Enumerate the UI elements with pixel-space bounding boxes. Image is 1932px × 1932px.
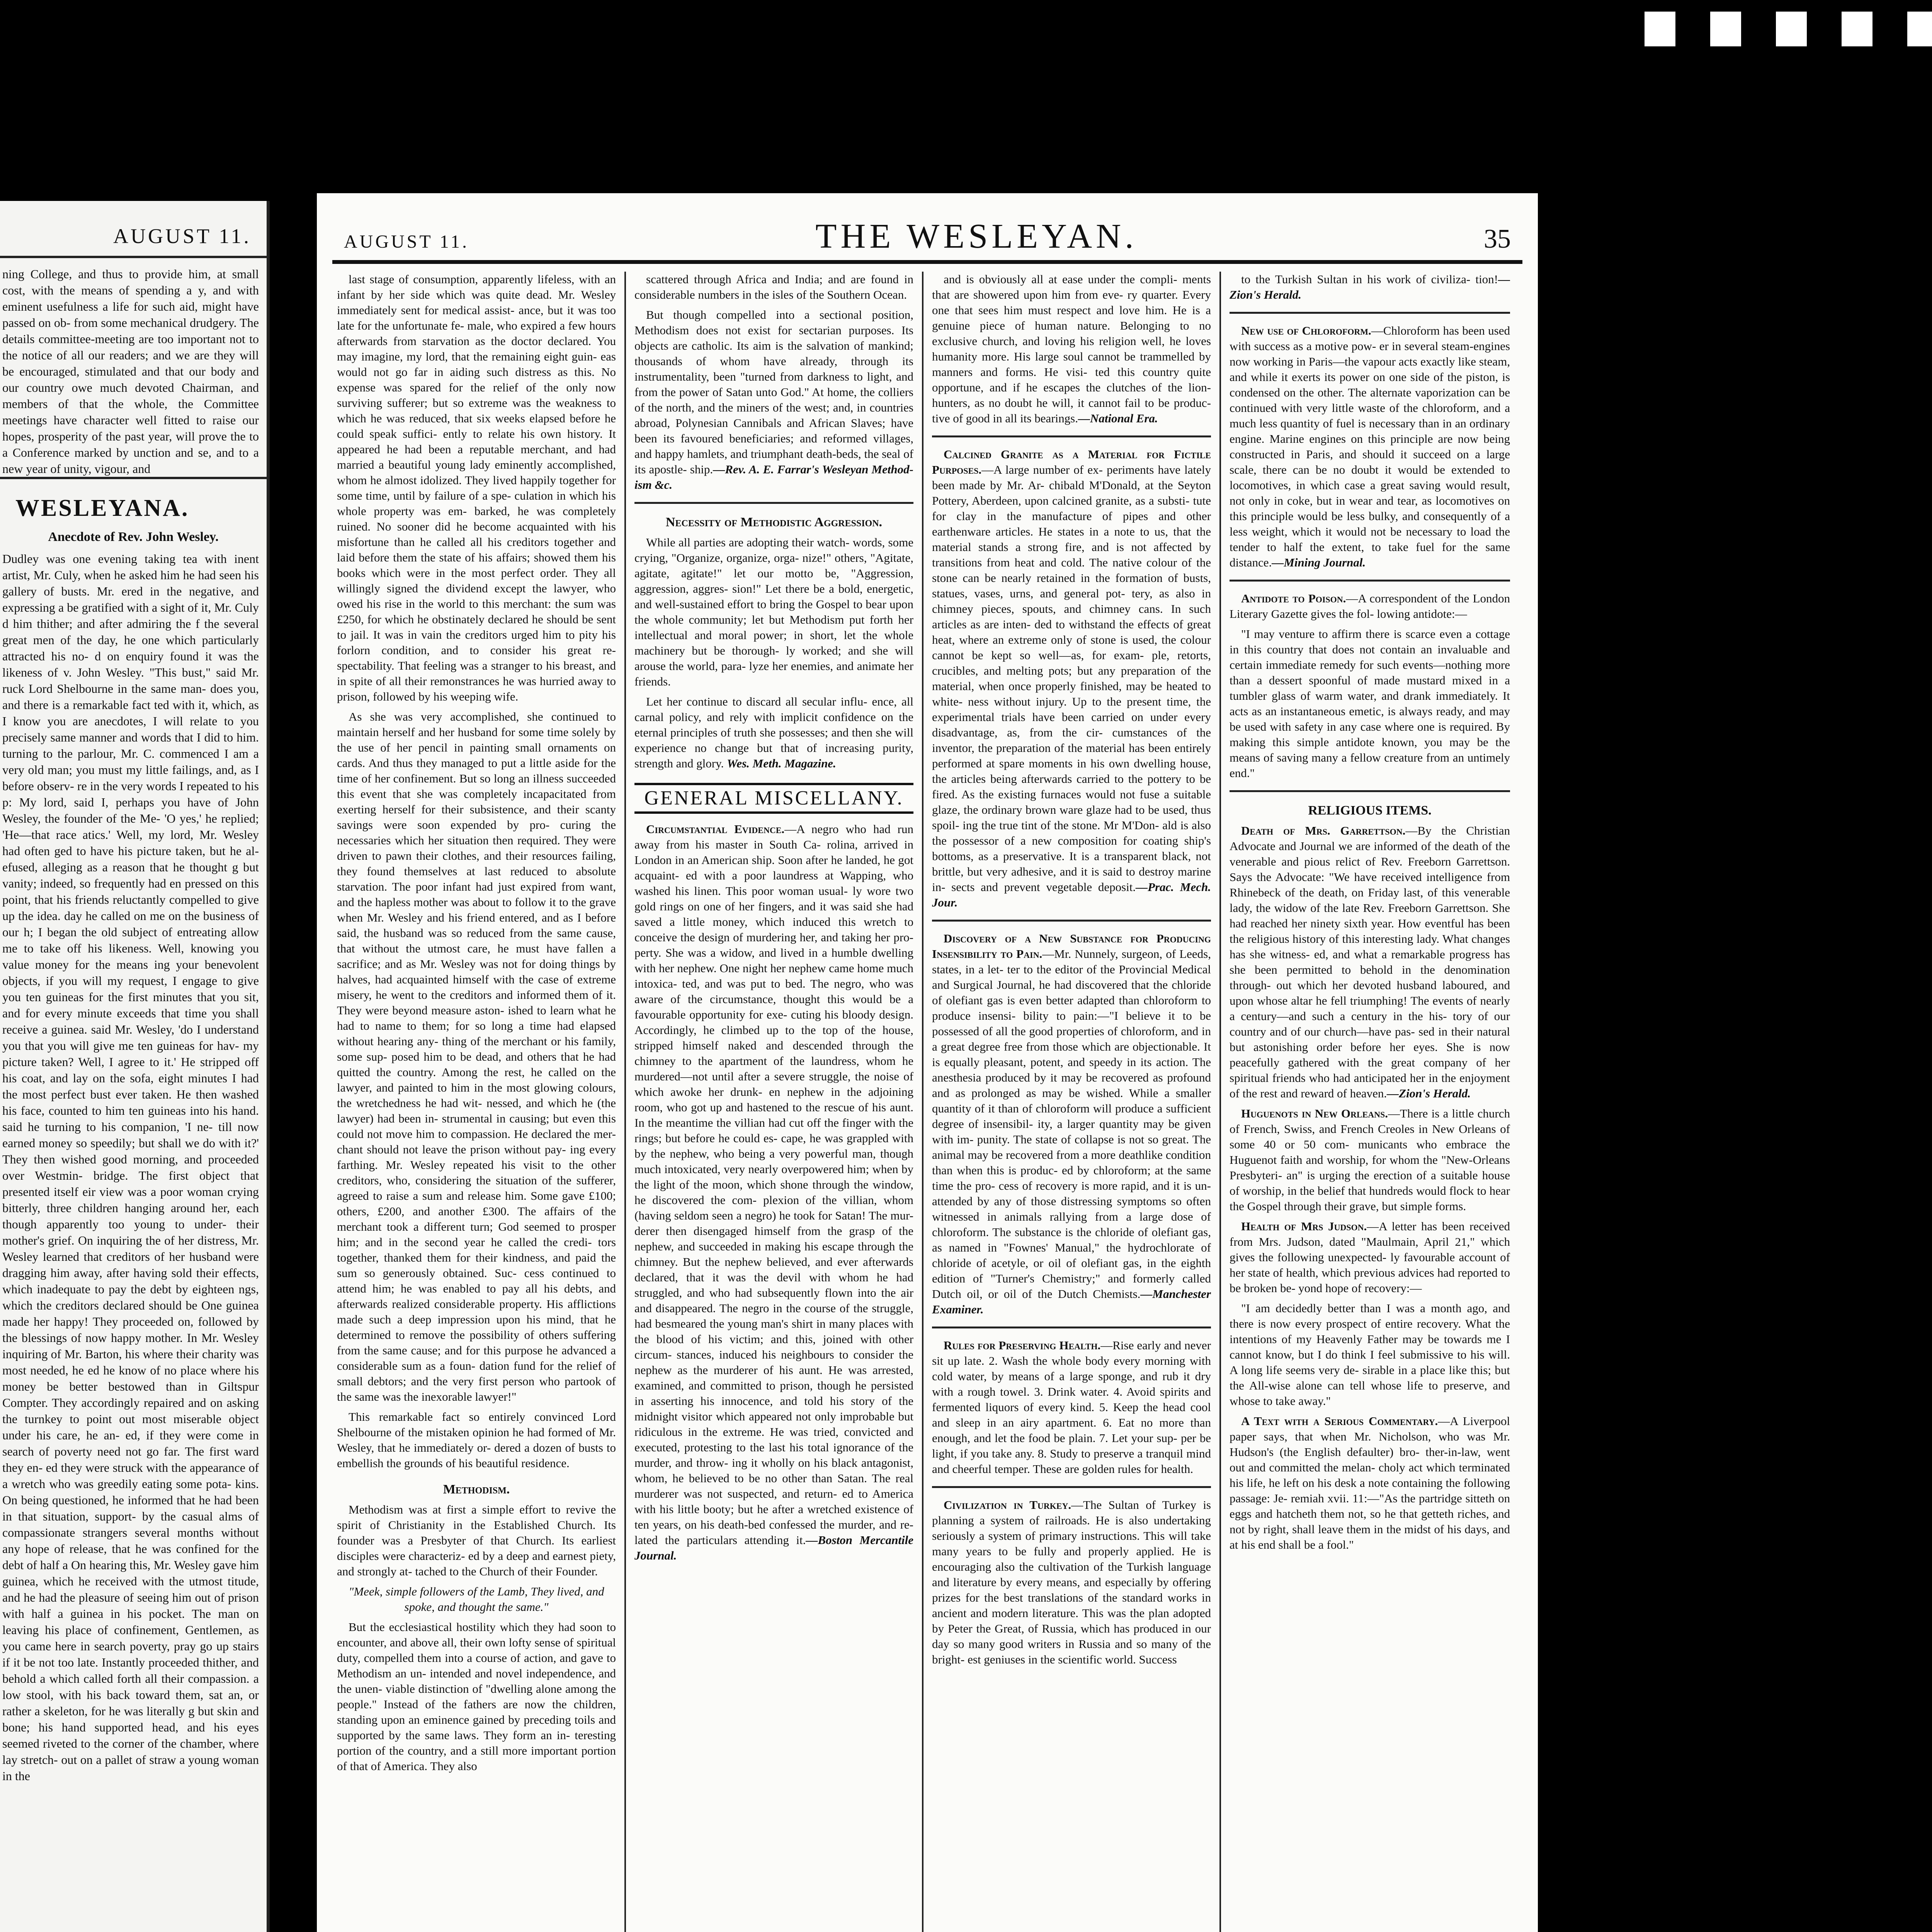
newspaper-page — [317, 193, 1538, 1932]
paragraph-text: —A negro who had run away from his master in South Ca- rolina, arrived in London in an American ship. Soon after he landed, he got acquaint- ed with a poor laundress at Wapping, who washed his linen. This poor woman usual- ly wore two gold rings on one of her fingers, and it was said she had saved a little money, which induced this wretch to conceive the design of murdering her, and taking her pro- perty. She was a widow, and lived in a humble dwelling with her nephew. One night her nephew came home much intoxica- ted, and was put to bed. The negro, who was aware of the circumstance, thought this would be a favourable opportunity for exe- cuting his bloody design. Accordingly, he climbed up to the top of the house, stripped himself naked and descended through the chimney to the apartment of the laundress, whom he murdered—not until after a severe struggle, the noise of which awoke her drunk- en nephew in the adjoining room, who got up and hastened to the rescue of his aunt. In the meantime the villian had cut off the finger with the rings; but before he could es- cape, he was grappled with by the nephew, who being a very powerful man, though much intoxicated, very nearly overpowered him; when by the light of the moon, which shone through the window, he discovered the com- plexion of the villian, whom (having seldom seen a negro) he took for Satan! The mur- derer then disengaged himself from the grasp of the nephew, and succeeded in making his escape through the chimney. But the nephew believed, and ever afterwards declared, that it was the devil with whom he had struggled, and who had subsequently flown into the air and disappeared. The negro in the course of the struggle, had besmeared the young man's shirt in many places with the blood of his victim; and this, joined with other circum- stances, induced his neighbours to consider the nephew as the murderer of his aunt. He was arrested, examined, and committed to prison, though he persisted in asserting his innocence, and told his story of the midnight visitor which appeared not only improbable but ridiculous in the extreme. He was tried, convicted and executed, protesting to the last his total ignorance of the murder, and throw- ing it wholly on his black antagonist, whom, he believed to be no other than Satan. The real murderer was not suspected, and return- ed to America with his little booty; but he after a wretched existence of ten years, on his death-bed confessed the murder, and re- lated the particulars attending it. — [634, 822, 913, 1547]
left-page-rule — [0, 477, 267, 479]
article-lead: Calcined Granite as a Material for Fictile Purposes. — [932, 447, 1211, 476]
article-lead: Death of Mrs. Garrettson. — [1241, 824, 1406, 837]
left-page-article-title: Anecdote of Rev. John Wesley. — [48, 530, 219, 544]
masthead — [317, 193, 1538, 260]
paragraph-text: —Chloroform has been used with success as a motive pow- er in several steam-engines now working in Paris—the vapour acts exactly like steam, and while it exerts its power on one side of the piston, is condensed on the other. The alternate vaporization can be continued with very little waste of the chloroform, and a much less quantity of fuel is necessary than in an ordinary engine. Marine engines on this principle are now being constructed in Paris, and should it succeed on a large scale, there can be no doubt it would be extended to locomotives, in which case a great saving would result, not only in coke, but in wear and tear, as locomotives on this principle would be less bulky, and consequently of a less weight, which it would not be necessary to load the tender to half the extent, to take fuel for the same distance. — [1230, 324, 1510, 569]
paragraph-text: —There is a little church of French, Swiss, and French Creoles in New Orleans of some 40 or 50 com- municants who embrace the Huguenot faith and worship, for whom the "New-Orleans Presbyteri- an" is urging the erection of a suitable house of worship, in the belief that hundreds would flock to hear the Gospel through their grave, but simple forms. — [1230, 1107, 1510, 1213]
paragraph: As she was very accomplished, she continued to maintain herself and her husband for some time solely by the use of her pencil in painting small ornaments on cards. And thus they managed to put a little aside for the time of her confinement. But so long an illness succeeded this event that she was completely incapacitated from exerting herself for their subsistence, and their scanty savings were soon expended by pro- curing the necessaries which her situation then required. They were driven to pawn their clothes, and their resources failing, they found themselves at last reduced to absolute starvation. The poor infant had just expired from want, and the hapless mother was about to follow it to the grave when Mr. Wesley and his friend entered, and as I before said, the husband was so reduced from the same cause, that without the utmost care, he must have fallen a sacrifice; and as Mr. Wesley was not for doing things by halves, had acquainted himself with the case of extreme misery, he went to the creditors and informed them of it. They were beyond measure aston- ished to learn what he had to name to them; for so long a time had elapsed without hearing any- thing of the merchant or his family, some sup- posed him to be dead, and others that he had quitted the country. Among the rest, he called on the lawyer, and painted to him in the most glowing colours, the wretchedness he had wit- nessed, and which he (the lawyer) had been in- strumental in causing; but even this could not move him to compassion. He declared the mer- chant should not leave the prison without pay- ing every farthing. Mr. Wesley repeated his visit to the other creditors, who, considering the situation of the sufferer, agreed to raise a sum and release him. Some gave £100; others, £200, and another £300. The affairs of the merchant took a different turn; God seemed to prosper him; and in the second year he called the credi- tors together, thanked them for their kindness, and paid the sum so generously obtained. Suc- cess continued to attend him; he was enabled to pay all his debts, and afterwards realized considerable property. His afflictions made such a deep impression upon his mind, that he determined to remove the possibility of others suffering from the same cause; and for this purpose he advanced a considerable sum as a foun- dation fund for the relief of small debtors; and the very first person who partook of the same was the inexorable lawyer!" — [337, 710, 616, 1403]
divider — [1230, 580, 1510, 582]
paragraph-text: —The Sultan of Turkey is planning a system of railroads. He is also undertaking seriously a system of primary instructions. This will take many years to be fully and properly applied. He is encouraging also the cultivation of the Turkish language and literature by every means, and especially by offering prizes for the best translations of the standard works in ancient and modern literature. This was the plan adopted by Peter the Great, of Russia, which has produced in our day so many good writers in Russia and so many of the bright- est geniuses in the scientific world. Success — [932, 1498, 1211, 1666]
divider — [1230, 312, 1510, 314]
scan-mark — [1645, 12, 1675, 46]
paragraph: While all parties are adopting their watch- words, some crying, "Organize, organize, orga- nize!" others, "Agitate, agitate, agitate!" let our motto be, "Aggression, aggression, aggres- sion!" Let there be a bold, energetic, and well-sustained effort to bring the Gospel to bear upon the whole community; let but Methodism put forth her intellectual and moral power; in short, let the whole machinery but be thorough- ly worked; and she will arouse the world, para- lyze her enemies, and animate her friends. — [634, 536, 913, 688]
paragraph: "I may venture to affirm there is scarce even a cottage in this country that does not contain an invaluable and certain immediate remedy for such events—nothing more than a dessert spoonful of made mustard mixed in a tumbler glass of warm water, and drank immediately. It acts as an instantaneous emetic, is always ready, and may be used with safety in any case where one is required. By making this simple antidote known, you may be the means of saving many a fellow creature from an untimely end." — [1230, 627, 1510, 780]
paragraph: scattered through Africa and India; and are found in considerable numbers in the isles of the Southern Ocean. — [634, 272, 913, 301]
paragraph-text: —A letter has been received from Mrs. Judson, dated "Maulmain, April 21," which gives the following unexpected- ly favourable account of her state of health, which previous advices had reported to be broken be- yond hope of recovery:— — [1230, 1219, 1510, 1295]
source-credit: —Manchester Examiner. — [932, 1287, 1211, 1316]
paragraph — [932, 931, 1211, 1317]
article-lead: Health of Mrs Judson. — [1241, 1219, 1367, 1233]
source-credit: —Boston Mercantile Journal. — [634, 1533, 913, 1562]
paragraph: Methodism was at first a simple effort to revive the spirit of Christianity in the Established Church. Its founder was a Presbyter of that Church. Its earliest disciples were characteriz- ed by a deep and earnest piety, and strongly at- tached to the Church of their Founder. — [337, 1503, 616, 1578]
divider — [932, 1327, 1211, 1328]
masthead-title: THE WESLEYAN. — [815, 217, 1138, 255]
paragraph — [932, 1497, 1211, 1667]
source-credit: —Zion's Herald. — [1230, 272, 1510, 301]
source-credit: Wes. Meth. Magazine. — [727, 757, 836, 770]
article-heading: RELIGIOUS ITEMS. — [1308, 803, 1432, 818]
divider — [932, 1486, 1211, 1488]
masthead-date: AUGUST 11. — [344, 231, 469, 252]
scan-header-marks — [1552, 12, 1932, 58]
paragraph — [1230, 1413, 1510, 1553]
source-credit: —National Era. — [1078, 412, 1158, 425]
article-lead: A Text with a Serious Commentary. — [1241, 1414, 1438, 1428]
divider — [932, 435, 1211, 437]
column-2 — [626, 272, 923, 1932]
paragraph — [634, 694, 913, 771]
column-3 — [923, 272, 1221, 1932]
divider — [932, 920, 1211, 922]
article-lead: Discovery of a New Substance for Producing Insensibility to Pain. — [932, 932, 1211, 961]
paragraph — [932, 272, 1211, 426]
paragraph: But the ecclesiastical hostility which they had soon to encounter, and above all, their own lofty sense of spiritual duty, compelled them into a course of action, and gave to Methodism an un- intended and novel independence, and the unen- viable distinction of "dwelling alone among the people." Instead of the fathers are now the children, standing upon an eminence gained by preceding toils and supported by the same laws. They form an in- teresting portion of the country, and a still more important portion of that of America. They also — [337, 1620, 616, 1773]
paragraph: "I am decidedly better than I was a month ago, and there is now every prospect of entire recovery. What the intentions of my Heavenly Father may be towards me I cannot know, but I do think I feel submissive to his will. A long life seems very de- sirable in a place like this; but the All-wise alone can tell whose life to preserve, and whose to take away." — [1230, 1301, 1510, 1408]
paragraph-text: —Mr. Nunnely, surgeon, of Leeds, states, in a let- ter to the editor of the Provincial Medical and Surgical Journal, he had discovered that the chloride of olefiant gas is even better adapted than chloroform to produce insensi- bility to pain:—"I believe it to be possessed of all the good properties of chloroform, and in a great degree free from those which are objectionable. It is equally pleasant, potent, and speedy in its action. The anesthesia produced by it may be recovered as profound and as prolonged as may be wished. While a smaller quantity of it than of chloroform will produce a sufficient degree of insensibil- ity, a larger quantity may be given with im- punity. The state of collapse is not so great. The animal may be recovered from a more deathlike condition than when this is produc- ed by chloroform; at the same time the pro- cess of recovery is more rapid, and it is un- attended by any of those distressing symptoms so often witnessed in animals rallying from a large dose of chloroform. The substance is the chloride of olefiant gas, as named in "Fownes' Manual," the hydrochlorate of chloride of acetyle, or oil of olefiant gas, in the eighth edition of "Turner's Chemistry;" and formerly called Dutch oil, or oil of the Dutch Chemists. — [932, 947, 1211, 1301]
paragraph-text: Let her continue to discard all secular influ- ence, all carnal policy, and rely with implicit confidence on the eternal principles of truth she possesses; and then she will experience no change but that of increasing purity, strength and glory. — [634, 695, 913, 770]
verse: "Meek, simple followers of the Lamb, They lived, and spoke, and thought the same." — [349, 1585, 604, 1614]
section-heading: GENERAL MISCELLANY. — [634, 783, 913, 814]
left-page-rule — [0, 256, 267, 258]
page-number: 35 — [1483, 224, 1511, 254]
column-1 — [328, 272, 626, 1932]
paragraph — [634, 821, 913, 1563]
paragraph — [1230, 591, 1510, 622]
paragraph-text: —A correspondent of the London Literary Gazette gives the fol- lowing antidote:— — [1230, 592, 1510, 621]
columns — [317, 264, 1538, 1932]
paragraph — [1230, 1219, 1510, 1296]
paragraph-text: to the Turkish Sultan in his work of civiliza- tion! — [1241, 272, 1498, 286]
source-credit: —Mining Journal. — [1272, 556, 1366, 569]
paragraph — [1230, 823, 1510, 1101]
paragraph: This remarkable fact so entirely convinced Lord Shelbourne of the mistaken opinion he had formed of Mr. Wesley, that he immediately or- dered a dozen of busts to embellish the grounds of his beautiful residence. — [337, 1410, 616, 1470]
left-page-top-text: ning College, and thus to provide him, at small cost, with the means of spending a y, and with eminent usefulness a life for such aid, might have passed on ob- from some mechanical drudgery. The details committee-meeting are too important not to the notice of all our readers; and we are they will be encouraged, stimulated and that our body and our country owe much devoted Chairman, and members of that the whole, the Committee meetings have character well fitted to raise our hopes, prosperity of the past year, will prove the to a Conference marked by unction and se, and to a new year of unity, vigour, and — [2, 267, 262, 476]
paragraph-text: —A Liverpool paper says, that when Mr. Nicholson, who was Mr. Hudson's (the English defaulter) bro- ther-in-law, went out and committed the melan- choly act which terminated his life, he left on his desk a note containing the following passage: Je- remiah xvii. 11:—"As the partridge sitteth on eggs and hatcheth them not, so he that getteth riches, and not by right, shall leave them in the midst of his days, and at his end shall be a fool." — [1230, 1414, 1510, 1551]
scan-mark — [1907, 12, 1932, 46]
scan-mark — [1710, 12, 1741, 46]
article-lead: Civilization in Turkey. — [944, 1498, 1071, 1512]
paragraph-text: —By the Christian Advocate and Journal we are informed of the death of the venerable and pious relict of Rev. Freeborn Garrettson. Says the Advocate: "We have received intelligence from Rhinebeck of the death, on Friday last, of this venerable lady, the widow of the late Rev. Freeborn Garrettson. She had reached her ninety sixth year. How eventful has been the religious history of this interesting lady. What changes has she witness- ed, and what a remarkable progress has she been permitted to behold in the denomination through- out which her devoted husband laboured, and upon whose altar he fell triumphing! The events of nearly a century—and such a century in the his- tory of our country and of our church—have pas- sed in their natural but astonishing order before her eyes. She is now peacefully gathered with the great company of her spiritual friends who had anticipated her in the enjoyment of the rest and reward of heaven. — [1230, 824, 1510, 1100]
divider — [1230, 790, 1510, 792]
article-heading: Necessity of Methodistic Aggression. — [665, 515, 883, 529]
left-partial-page — [0, 201, 270, 1932]
paragraph: last stage of consumption, apparently lifeless, with an infant by her side which was quite dead. Mr. Wesley immediately sent for medical assist- ance, but it was too late for the unfortunate fe- male, who expired a few hours afterwards from starvation as the doctor declared. You may imagine, my lord, that the remaining eight guin- eas would not go far in aiding such distress as this. No expense was spared for the relief of the only now surviving sufferer; but so extreme was the weakness to which he was reduced, that six weeks elapsed before he could speak suffici- ently to relate his own history. It appeared he had been a reputable merchant, and had married a beautiful young lady eminently accomplished, whom he almost idolized. They lived happily together for some time, until by failure of a spe- culation in which his whole property was em- barked, he was completely ruined. No sooner did he become acquainted with his misfortune than he called all his creditors together and laid before them the state of his affairs; showed them his books which were in the most perfect order. They all willingly signed the dividend except the lawyer, who owed his rise in the world to this merchant: the sum was £250, for which he obstinately declared he should be sent to jail. It was in vain the creditors urged him to pity his forlorn condition, and to consider his great re- spectability. That feeling was a stranger to his breast, and in spite of all their remonstrances he was hurried away to prison, followed by his weeping wife. — [337, 272, 616, 703]
paragraph — [932, 447, 1211, 910]
article-lead: Antidote to Poison. — [1241, 592, 1346, 605]
divider — [634, 502, 913, 504]
scan-mark — [1842, 12, 1872, 46]
masthead-rule — [332, 260, 1522, 264]
source-credit: —Rev. A. E. Farrar's Wesleyan Method- ism &c. — [634, 463, 913, 492]
left-page-body-text: Dudley was one evening taking tea with inent artist, Mr. Culy, when he asked him he had seen his gallery of busts. Mr. ered in the negative, and expressing a be gratified with a sight of it, Mr. Culy d him thither; and after admiring the f the several great men of the day, he one which particularly attracted his no- d on enquiry found it was the likeness of v. John Wesley. "This bust," said Mr. ruck Lord Shelbourne in the same man- does you, and there is a remarkable fact ted with it, which, as I know you are anecdotes, I will relate to you precisely same manner and words that I did to him. turning to the parlour, Mr. C. commenced I am a very old man; you must my little failings, and, as I before observ- re in the very words I repeated to his p: My lord, said I, perhaps you have of John Wesley, the founder of the Me- 'O yes,' he replied; 'He—that race atics.' Well, my lord, Mr. Wesley had often ged to have his picture taken, but he al- efused, alleging as a reason that he thought g but vanity; indeed, so frequently had en pressed on this point, that his friends reluctantly compelled to give up the idea. day he called on me on the business of our h; I began the old subject of entreating allow me to take off his likeness. Well, knowing you value money for the means ing your benevolent objects, if you will my request, I engage to give you ten guineas for the first minutes that you sit, and for every minute exceeds that time you shall receive a guinea. said Mr. Wesley, 'do I understand you that you will give me ten guineas for hav- my picture taken? Well, I agree to it.' He stripped off his coat, and lay on the sofa, eight minutes I had the most perfect bust ever taken. He then washed his face, counted to him ten guineas into his hand. said he turning to his companion, 'I ne- till now earned money so speedily; but shall we do with it?' They then wished good morning, and proceeded over Westmin- bridge. The first object that presented itself eir view was a poor woman crying bitterly, three children hanging around her, each though apparently too young to under- their mother's grief. On inquiring the of her distress, Mr. Wesley learned that creditors of her husband were dragging him away, after having sold their effects, which inadequate to pay the debt by eighteen ngs, which the creditors declared should be One guinea made her happy! They proceeded on, followed by the blessings of now happy mother. In Mr. Wesley inquiring of Mr. Barton, his where their charity was most needed, he ed he know of no place where his money be better bestowed than in Giltspur Compter. They accordingly repaired and on asking the turnkey to point out most miserable object under his care, he an- ed, if they were come in search of poverty need not go far. The first ward they en- ed they were struck with the appearance of a wretch who was greedily eating some pota- kins. On being questioned, he informed that he had been in that situation, support- by the casual alms of compassionate strangers several months without any hope of release, that he was confined for the debt of half a On hearing this, Mr. Wesley gave him guinea, which he received with the utmost titude, and he had the pleasure of seeing him out of prison with half a guinea in his pocket. The man on leaving his place of confinement, Gentlemen, as you came here in search poverty, pray go up stairs if it be not too late. Instantly proceeded thither, and behold a which called forth all their compassion. a low stool, with his back toward them, sat an, or rather a skeleton, for he was literally g but skin and bone; his hand supported head, and his eyes seemed riveted to the corner of the chamber, where lay stretch- out on a pallet of straw a young woman in the — [2, 552, 262, 1783]
article-heading: Methodism. — [443, 1482, 510, 1497]
paragraph — [1230, 272, 1510, 303]
scan-mark — [1776, 12, 1807, 46]
paragraph-text: But though compelled into a sectional position, Methodism does not exist for sectarian purposes. Its objects are catholic. Its aim is the salvation of mankind; thousands of whom have already, through its instrumentality, been "turned from darkness to light, and from the power of Satan unto God." At home, the colliers of the north, and the miners of the west; and, in countries abroad, Polynesian Cannibals and African Slaves; have been its favoured beneficiaries; and reformed villages, and happy hamlets, and triumphant death-beds, the seal of its apostle- ship. — [634, 308, 913, 476]
left-page-section-title: WESLEYANA. — [15, 495, 189, 521]
paragraph-text: and is obviously all at ease under the compli- ments that are showered upon him from eve- ry quarter. Every one that sees him must respect and love him. He is a genuine piece of human nature. Belonging to no exclusive church, and loving his religion well, he loves humanity more. His large soul cannot be trammelled by manners and forms. He visi- ted this country quite opportune, and if he escapes the clutches of the lion-hunters, as no doubt he will, it cannot fail to be produc- tive of good in all its bearings. — [932, 272, 1211, 425]
column-4 — [1221, 272, 1519, 1932]
article-lead: Circumstantial Evidence. — [646, 822, 785, 836]
paragraph-text: —A large number of ex- periments have lately been made by Mr. Ar- chibald M'Donald, at the Seyton Pottery, Aberdeen, upon calcined granite, as a substi- tute for clay in the manufacture of pipes and other earthenware articles. He states in a note to us, that the material stands a strong fire, and is not affected by transitions from heat and cold. The native colour of the stone can be nearly retained in the formation of busts, statues, vases, urns, and general pot- tery, as also in chimney pieces, spouts, and chimney cans. In such articles as are inten- ded to withstand the effects of great heat, where an extreme only of stone is used, the colour cannot be kept so well—as, for exam- ple, retorts, crucibles, and melting pots; but any preparation of the material, when once properly finished, may be heated to white- ness without injury. Up to the present time, the experimental trials have been carried on under every disadvantage, as, from the cir- cumstances of the inventor, the preparation of the material has been entirely performed at spare moments in his own dwelling house, the articles being afterwards carried to the pottery to be fired. As the existing furnaces would not fuse a suitable glaze, the ordinary brown ware glaze had to be used, thus spoil- ing the true tint of the stone. Mr M'Don- ald is also the possessor of a new composition for coating ship's bottoms, as a preservative. It is a transparent black, not brittle, but very adhesive, and it is said to destroy marine in- sects and prevent vegetable deposit. — [932, 463, 1211, 894]
source-credit: —Prac. Mech. Jour. — [932, 880, 1211, 909]
article-lead: Rules for Preserving Health. — [944, 1338, 1101, 1352]
source-credit: —Zion's Herald. — [1387, 1087, 1471, 1100]
paragraph — [1230, 1106, 1510, 1214]
paragraph — [1230, 323, 1510, 570]
paragraph-text: —Rise early and never sit up late. 2. Wash the whole body every morning with cold water, by means of a large sponge, and rub it dry with a rough towel. 3. Drink water. 4. Avoid spirits and fermented liquors of every kind. 5. Keep the head cool and sleep in an airy apartment. 6. Eat no more than enough, and let the food be plain. 7. Let your sup- per be light, if you take any. 8. Study to preserve a tranquil mind and cheerful temper. These are golden rules for health. — [932, 1338, 1211, 1476]
paragraph — [932, 1338, 1211, 1477]
left-page-date: AUGUST 11. — [113, 224, 251, 248]
article-lead: New use of Chloroform. — [1241, 324, 1371, 337]
paragraph — [634, 307, 913, 493]
article-lead: Huguenots in New Orleans. — [1241, 1107, 1388, 1120]
